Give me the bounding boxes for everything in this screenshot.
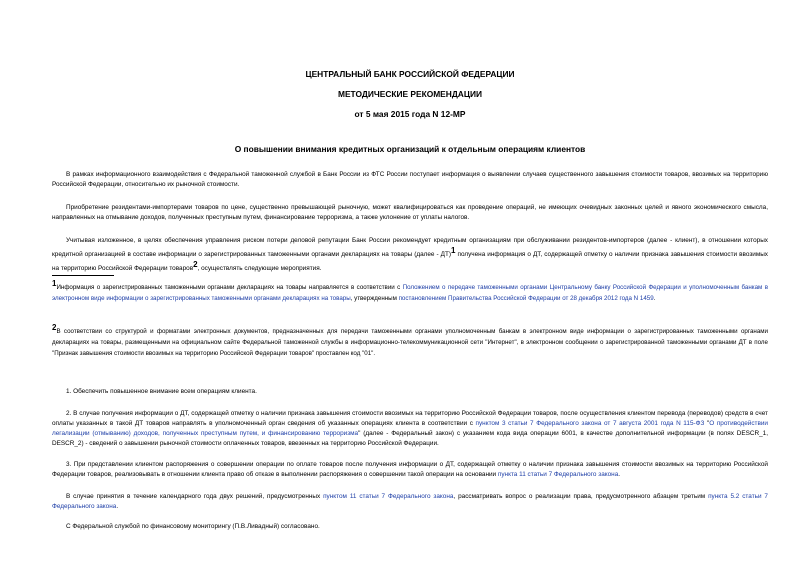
p4-text-b: , рассматривать вопрос о реализации права, предусмотренного абзацем третьим bbox=[453, 493, 709, 500]
recommendation-text-c: , осуществлять следующие мероприятия. bbox=[197, 265, 322, 273]
footnote-mark-1: 1 bbox=[52, 279, 57, 288]
paragraph-agreed: С Федеральной службой по финансовому мониторингу (П.В.Ливадный) согласовано. bbox=[66, 523, 320, 530]
item-2-text-b: " bbox=[704, 420, 710, 427]
item-2 bbox=[52, 409, 768, 449]
item-3-text-b: . bbox=[618, 471, 621, 478]
federal-law-article-link[interactable]: пунктом 3 статьи 7 Федерального закона от 7 августа 2001 года N 115-ФЗ bbox=[475, 420, 705, 427]
date-number-heading: от 5 мая 2015 года N 12-МР bbox=[354, 109, 466, 119]
footnote-separator bbox=[52, 275, 114, 276]
footnote-1-text-a: Информация о зарегистрированных таможенными органами декларациях на товары направляется в соответствии с bbox=[56, 284, 403, 292]
item-2-text-c: " (далее - Федеральный закон) с указанием кода вида операции 6001, в качестве дополнительной информации (в полях DESCR_1, DESCR_2) - сведений о завышении рыночной стоимости оплаченных товаров, ввезенных на территорию Российской Федерации. bbox=[52, 430, 769, 447]
p4-text-c: . bbox=[116, 503, 119, 510]
regulation-link[interactable]: Положением о передаче таможенными органами Центральному банку Российской Федерации и уполномоченным банкам в электронном виде информации о зарегистрированных таможенными органами декларациях на товары bbox=[52, 284, 768, 303]
footnote-ref-1[interactable]: 1 bbox=[451, 246, 456, 255]
item-2-text-a: 2. В случае получения информации о ДТ, содержащей отметку о наличии признака завышения стоимости ввозимых на территорию Российской Федерации товаров, после осуществления клиентом перевода (переводов) средств в счет оплаты указанных в такой ДТ товаров направлять в уполномоченный орган сведения об указанных операциях клиента в соответствии с bbox=[52, 410, 768, 427]
footnote-1-text-c: . bbox=[653, 295, 656, 303]
footnote-2-text: В соответствии со структурой и форматами электронных документов, предназначенных для передачи таможенными органами уполномоченным банкам в электронном виде информации о зарегистрированных таможенными органами декларациях на товары, размещенными на официальном сайте Федеральной таможенной службы в информационно-телекоммуникационной сети "Интернет", в электронном сообщении о зарегистрированной таможенными органами ДТ в поле "Признак завышения стоимости ввозимых на территорию Российской Федерации товаров" проставлен код "01". bbox=[52, 328, 768, 358]
footnote-2 bbox=[52, 322, 768, 359]
footnote-1-text-b: , утвержденным bbox=[350, 295, 399, 303]
document-title: О повышении внимания кредитных организаций к отдельным операциям клиентов bbox=[234, 144, 586, 154]
item-3-law-link[interactable]: пункта 11 статьи 7 Федерального закона bbox=[497, 471, 619, 478]
org-heading: ЦЕНТРАЛЬНЫЙ БАНК РОССИЙСКОЙ ФЕДЕРАЦИИ bbox=[305, 69, 515, 79]
footnote-1 bbox=[52, 278, 768, 304]
recommendation-text-a: Учитывая изложенное, в целях обеспечения управления риском потери деловой репутации Банк России рекомендует кредитным организациям при обслуживании резидентов-импортеров (далее - клиент), в отношении которых кредитной организацией в составе информации о зарегистрированных таможенными органами декларациях на товары (далее - ДТ) bbox=[52, 237, 768, 259]
paragraph-recommendation bbox=[52, 236, 768, 274]
paragraph-intro: В рамках информационного взаимодействия с Федеральной таможенной службой в Банк России из ФТС России поступает информация о выявлении случаев существенного завышения стоимости товаров, ввозимых на территорию Российской Федерации, относительно их рыночной стоимости. bbox=[52, 171, 768, 188]
item-1: 1. Обеспечить повышенное внимание всем операциям клиента. bbox=[66, 388, 257, 395]
federal-law-title-link[interactable]: О противодействии легализации (отмыванию) доходов, полученных преступным путем, и финансированию терроризма bbox=[52, 420, 768, 437]
footnote-mark-2: 2 bbox=[52, 323, 57, 332]
doc-type-heading: МЕТОДИЧЕСКИЕ РЕКОМЕНДАЦИИ bbox=[337, 89, 482, 99]
paragraph-repeat-decisions bbox=[52, 492, 768, 512]
government-decree-link[interactable]: постановлением Правительства Российской Федерации от 28 декабря 2012 года N 1459 bbox=[398, 295, 654, 303]
recommendation-text-b: получена информация о ДТ, содержащей отметку о наличии признака завышения стоимости ввозимых на территорию Российской Федерации товаров bbox=[52, 251, 769, 273]
p4-law-link-2[interactable]: пункта 5.2 статьи 7 Федерального закона bbox=[52, 493, 768, 510]
footnote-ref-2[interactable]: 2 bbox=[193, 260, 198, 270]
item-3 bbox=[52, 460, 768, 480]
paragraph-acquisition: Приобретение резидентами-импортерами товаров по цене, существенно превышающей рыночную, может квалифицироваться как проведение операций, не имеющих очевидных законных целей и явного экономического смысла, направленных на отмывание доходов, полученных преступным путем, финансирование терроризма, а также уклонение от уплаты налогов. bbox=[52, 204, 768, 221]
p4-law-link-1[interactable]: пунктом 11 статьи 7 Федерального закона bbox=[323, 493, 454, 500]
item-3-text-a: 3. При представлении клиентом распоряжения о совершении операции по оплате товаров после получения информации о ДТ, содержащей отметку о наличии признака завышения стоимости ввозимых на территорию Российской Федерации товаров, реализовывать в отношении клиента право об отказе в выполнении распоряжения о совершении такой операции на основании bbox=[52, 461, 768, 478]
p4-text-a: В случае принятия в течение календарного года двух решений, предусмотренных bbox=[66, 493, 324, 500]
